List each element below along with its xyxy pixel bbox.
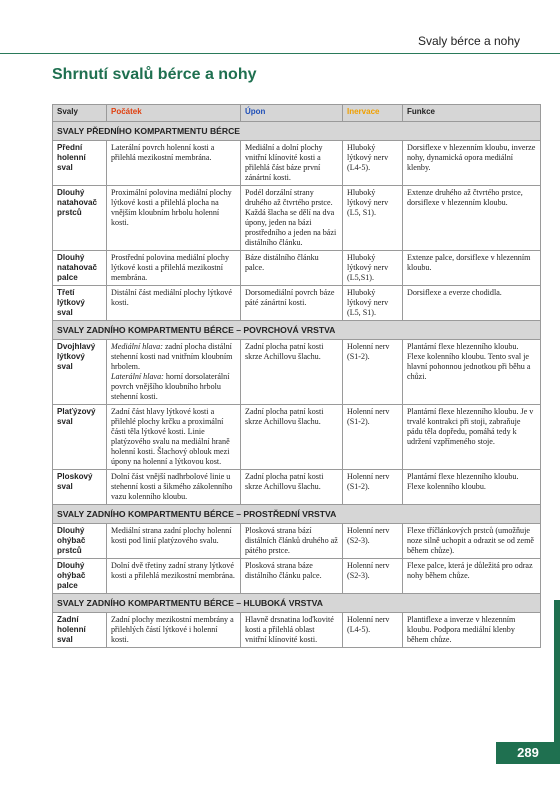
origin-cell: Proximální polovina mediální plochy lýtkové kosti a přilehlá plocha na vnějším kloubním hrbolu holenní kosti.	[107, 186, 241, 251]
page-title: Shrnutí svalů bérce a nohy	[52, 66, 257, 83]
insertion-cell: Zadní plocha patní kosti skrze Achillovu šlachu.	[241, 405, 343, 470]
page-number: 289	[496, 742, 560, 764]
section-title: SVALY ZADNÍHO KOMPARTMENTU BÉRCE – PROSTŘEDNÍ VRSTVA	[53, 505, 541, 524]
table-body	[53, 122, 541, 648]
origin-cell: Zadní část hlavy lýtkové kosti a přilehlé plochy krčku a proximální části těla lýtkové kosti. Linie platýzového svalu na mediální hraně holenní kosti. Šlachový oblouk mezi úpony na holenní a lýtkovou kost.	[107, 405, 241, 470]
running-header: Svaly bérce a nohy	[417, 34, 520, 48]
origin-cell: Laterální povrch holenní kosti a přilehlá mezikostní membrána.	[107, 141, 241, 186]
origin-cell: Dolní část vnější nadhrbolové linie u stehenní kosti a šikmého zákolenního vazu kolenního kloubu.	[107, 470, 241, 505]
origin-cell: Dolní dvě třetiny zadní strany lýtkové kosti a přilehlá mezikostní membrána.	[107, 559, 241, 594]
function-cell: Extenze palce, dorsiflexe v hlezenním kloubu.	[403, 251, 541, 286]
insertion-cell: Dorsomediální povrch báze páté zánártní kosti.	[241, 286, 343, 321]
muscle-name: Dlouhý ohýbač prstců	[53, 524, 107, 559]
innervation-cell: Hluboký lýtkový nerv (L5, S1).	[343, 186, 403, 251]
section-title: SVALY PŘEDNÍHO KOMPARTMENTU BÉRCE	[53, 122, 541, 141]
origin-head-label: Mediální hlava:	[111, 342, 163, 351]
table-row	[53, 251, 541, 286]
muscle-name: Dlouhý ohýbač palce	[53, 559, 107, 594]
muscle-name: Třetí lýtkový sval	[53, 286, 107, 321]
section-title: SVALY ZADNÍHO KOMPARTMENTU BÉRCE – POVRCHOVÁ VRSTVA	[53, 321, 541, 340]
column-header-innervation: Inervace	[343, 105, 403, 122]
table-row	[53, 141, 541, 186]
innervation-cell: Holenní nerv (S1-2).	[343, 340, 403, 405]
section-header-row	[53, 594, 541, 613]
innervation-cell: Holenní nerv (L4-5).	[343, 613, 403, 648]
origin-head-text: horní dorsolaterální povrch vnějšího kloubního hrbolu stehenní kosti.	[111, 372, 230, 401]
column-header-insertion: Úpon	[241, 105, 343, 122]
muscle-name: Dvojhlavý lýtkový sval	[53, 340, 107, 405]
origin-head-label: Laterální hlava:	[111, 372, 164, 381]
muscle-summary-table	[52, 104, 541, 648]
muscle-name: Dlouhý natahovač prstců	[53, 186, 107, 251]
function-cell: Plantiflexe a inverze v hlezenním kloubu. Podpora mediální klenby během chůze.	[403, 613, 541, 648]
section-header-row	[53, 505, 541, 524]
origin-cell: Mediální strana zadní plochy holenní kosti pod linií platýzového svalu.	[107, 524, 241, 559]
column-header-function: Funkce	[403, 105, 541, 122]
side-stripe	[554, 600, 560, 750]
muscle-name: Ploskový sval	[53, 470, 107, 505]
insertion-cell: Plosková strana bází distálních článků druhého až pátého prstce.	[241, 524, 343, 559]
muscle-name: Zadní holenní sval	[53, 613, 107, 648]
table-header-row	[53, 105, 541, 122]
function-cell: Dorsiflexe a everze chodidla.	[403, 286, 541, 321]
innervation-cell: Holenní nerv (S1-2).	[343, 405, 403, 470]
origin-head-text: zadní plocha distální stehenní kosti nad vnitřním kloubním hrbolem.	[111, 342, 233, 371]
table-row	[53, 559, 541, 594]
function-cell: Plantární flexe hlezenního kloubu. Flexe kolenního kloubu.	[403, 470, 541, 505]
function-cell: Extenze druhého až čtvrtého prstce, dorsiflexe v hlezenním kloubu.	[403, 186, 541, 251]
origin-cell: Distální část mediální plochy lýtkové kosti.	[107, 286, 241, 321]
insertion-cell: Zadní plocha patní kosti skrze Achillovu šlachu.	[241, 340, 343, 405]
innervation-cell: Holenní nerv (S2-3).	[343, 524, 403, 559]
column-header-origin: Počátek	[107, 105, 241, 122]
table-row	[53, 524, 541, 559]
insertion-cell: Podél dorzální strany druhého až čtvrtého prstce. Každá šlacha se dělí na dva úpony, jeden na bázi prostředního a jeden na bázi distálního článku.	[241, 186, 343, 251]
insertion-cell: Zadní plocha patní kosti skrze Achillovu šlachu.	[241, 470, 343, 505]
section-title: SVALY ZADNÍHO KOMPARTMENTU BÉRCE – HLUBOKÁ VRSTVA	[53, 594, 541, 613]
function-cell: Plantární flexe hlezenního kloubu. Je v trvalé kontrakci při stoji, zabraňuje pádu těla dopředu, pomáhá tedy k udržení vzpřímeného stoje.	[403, 405, 541, 470]
table-row	[53, 340, 541, 405]
table-row	[53, 286, 541, 321]
insertion-cell: Hlavně drsnatina loďkovité kosti a přilehlá oblast vnitřní klínovité kosti.	[241, 613, 343, 648]
muscle-name: Plaťýzový sval	[53, 405, 107, 470]
function-cell: Flexe tříčlánkových prstců (umožňuje noze silně uchopit a odrazit se od země během chůze).	[403, 524, 541, 559]
innervation-cell: Hluboký lýtkový nerv (L5,S1).	[343, 251, 403, 286]
function-cell: Flexe palce, která je důležitá pro odraz nohy během chůze.	[403, 559, 541, 594]
insertion-cell: Báze distálního článku palce.	[241, 251, 343, 286]
insertion-cell: Plosková strana báze distálního článku palce.	[241, 559, 343, 594]
function-cell: Plantární flexe hlezenního kloubu. Flexe kolenního kloubu. Tento sval je hlavní pohonnou jednotkou při běhu a chůzi.	[403, 340, 541, 405]
origin-cell	[107, 340, 241, 405]
table-row	[53, 186, 541, 251]
muscle-name: Přední holenní sval	[53, 141, 107, 186]
section-header-row	[53, 321, 541, 340]
innervation-cell: Holenní nerv (S1-2).	[343, 470, 403, 505]
table-row	[53, 405, 541, 470]
table-row	[53, 470, 541, 505]
innervation-cell: Hluboký lýtkový nerv (L4-5).	[343, 141, 403, 186]
origin-cell: Zadní plochy mezikostní membrány a přilehlých částí lýtkové i holenní kosti.	[107, 613, 241, 648]
header-rule	[0, 53, 560, 54]
function-cell: Dorsiflexe v hlezenním kloubu, inverze nohy, dynamická opora mediální klenby.	[403, 141, 541, 186]
section-header-row	[53, 122, 541, 141]
column-header-muscles: Svaly	[53, 105, 107, 122]
innervation-cell: Holenní nerv (S2-3).	[343, 559, 403, 594]
muscle-name: Dlouhý natahovač palce	[53, 251, 107, 286]
insertion-cell: Mediální a dolní plochy vnitřní klínovité kosti a přilehlá část báze první zánártní kosti.	[241, 141, 343, 186]
innervation-cell: Hluboký lýtkový nerv (L5, S1).	[343, 286, 403, 321]
table-row	[53, 613, 541, 648]
origin-cell: Prostřední polovina mediální plochy lýtkové kosti a přilehlá mezikostní membrána.	[107, 251, 241, 286]
